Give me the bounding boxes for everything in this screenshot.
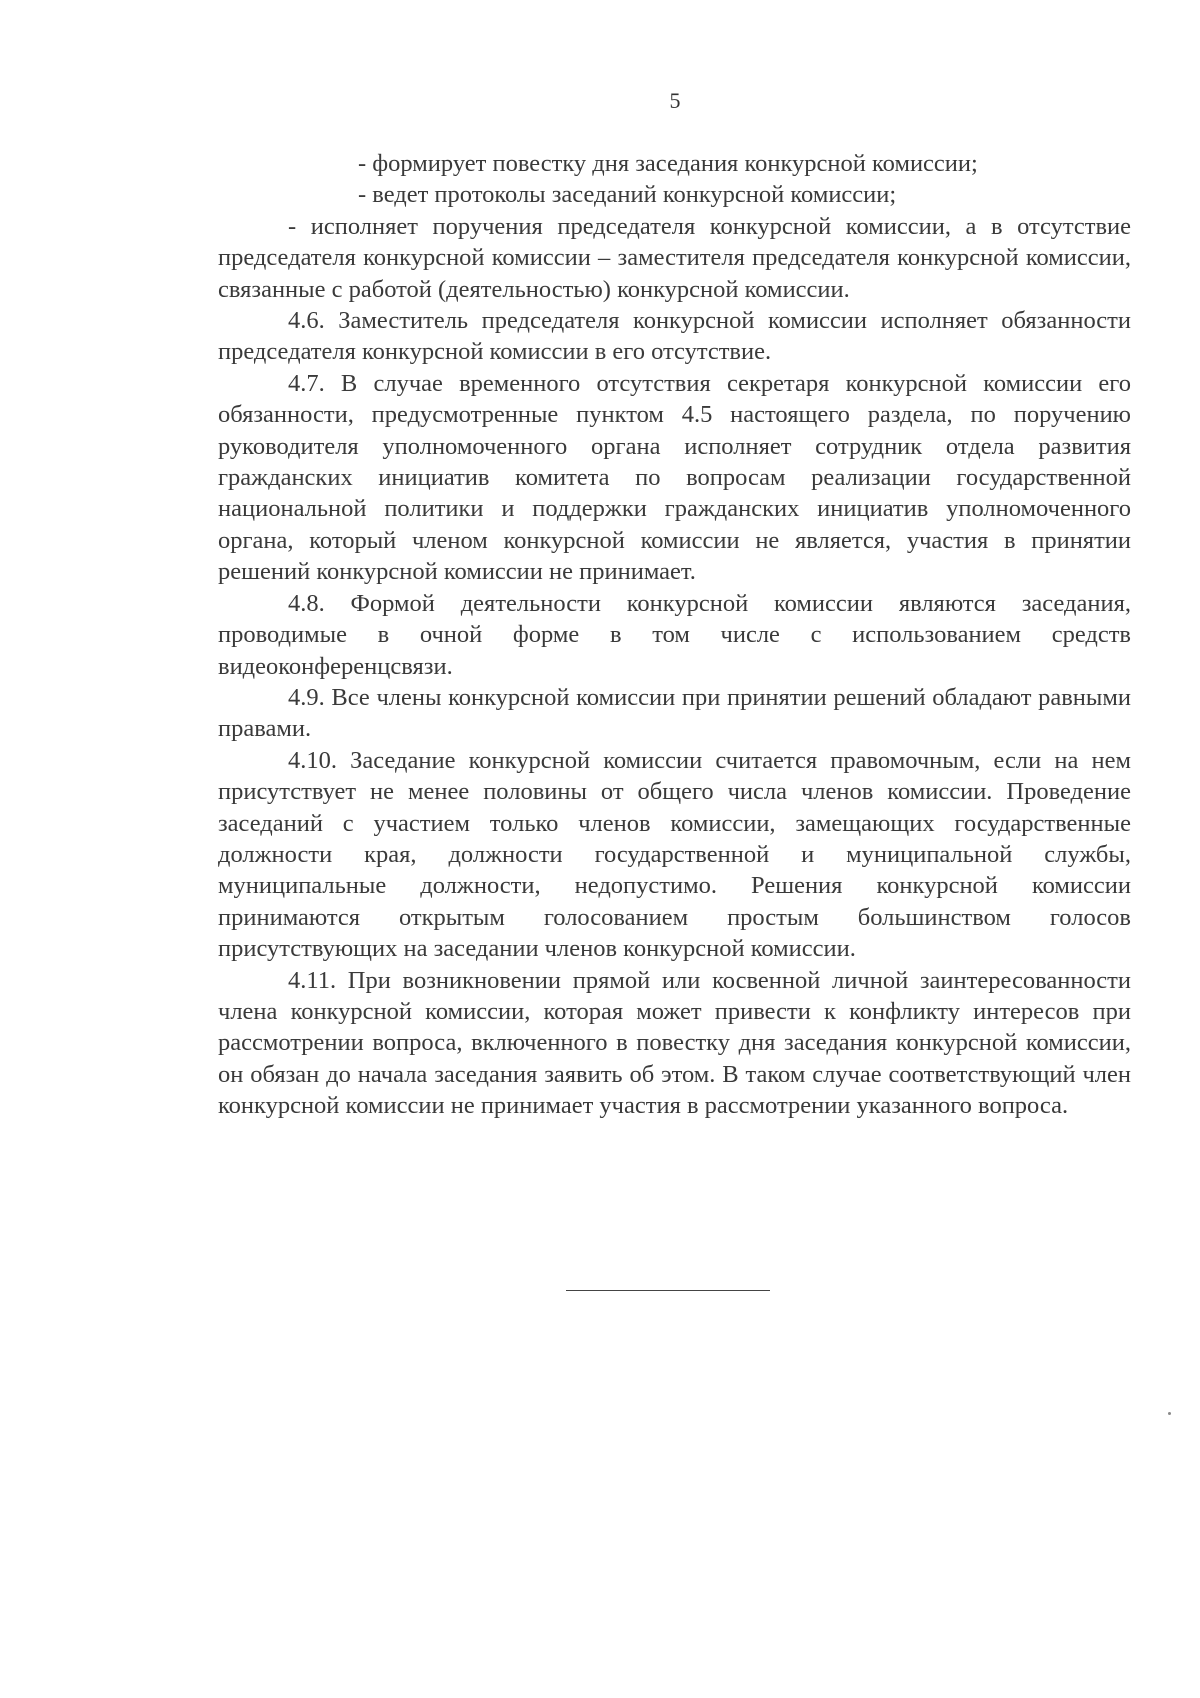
page-number: 5 xyxy=(669,88,681,113)
bullet-item-instructions: - исполняет поручения председателя конкурсной комиссии, а в отсутствие председателя конкурсной комиссии – заместителя председателя конкурсной комиссии, связанные с работой (деятельностью) конкурсной комиссии. xyxy=(218,212,1131,303)
paragraph-4-6: 4.6. Заместитель председателя конкурсной комиссии исполняет обязанности председателя конкурсной комиссии в его отсутствие. xyxy=(218,307,1131,366)
scan-speck xyxy=(1168,1412,1171,1415)
paragraph-4-7: 4.7. В случае временного отсутствия секретаря конкурсной комиссии его обязанности, предусмотренные пунктом 4.5 настоящего раздела, по поручению руководителя уполномоченного органа исполняет сотрудник отдела развития гражданских инициатив комитета по вопросам реализации государственной национальной политики и поддержки гражданских инициатив уполномоченного органа, который членом конкурсной комиссии не является, участия в принятии решений конкурсной комиссии не принимает. xyxy=(218,369,1131,586)
paragraph-4-9: 4.9. Все члены конкурсной комиссии при принятии решений обладают равными правами. xyxy=(218,683,1131,743)
document-body xyxy=(218,148,1131,1122)
paragraph-4-11: 4.11. При возникновении прямой или косвенной личной заинтересованности члена конкурсной комиссии, которая может привести к конфликту интересов при рассмотрении вопроса, включенного в повестку дня заседания конкурсной комиссии, он обязан до начала заседания заявить об этом. В таком случае соответствующий член конкурсной комиссии не принимает участия в рассмотрении указанного вопроса. xyxy=(218,966,1131,1120)
bullet-item-agenda: - формирует повестку дня заседания конкурсной комиссии; xyxy=(358,150,978,177)
bullet-item-minutes: - ведет протоколы заседаний конкурсной комиссии; xyxy=(358,181,897,209)
paragraph-4-10: 4.10. Заседание конкурсной комиссии считается правомочным, если на нем присутствует не менее половины от общего числа членов комиссии. Проведение заседаний с участием только членов комиссии, замещающих государственные должности края, должности государственной и муниципальной службы, муниципальные должности, недопустимо. Решения конкурсной комиссии принимаются открытым голосованием простым большинством голосов присутствующих на заседании членов конкурсной комиссии. xyxy=(218,746,1131,963)
paragraph-4-8: 4.8. Формой деятельности конкурсной комиссии являются заседания, проводимые в очной форме в том числе с использованием средств видеоконференцсвязи. xyxy=(218,589,1131,680)
end-of-text-rule xyxy=(566,1290,770,1291)
